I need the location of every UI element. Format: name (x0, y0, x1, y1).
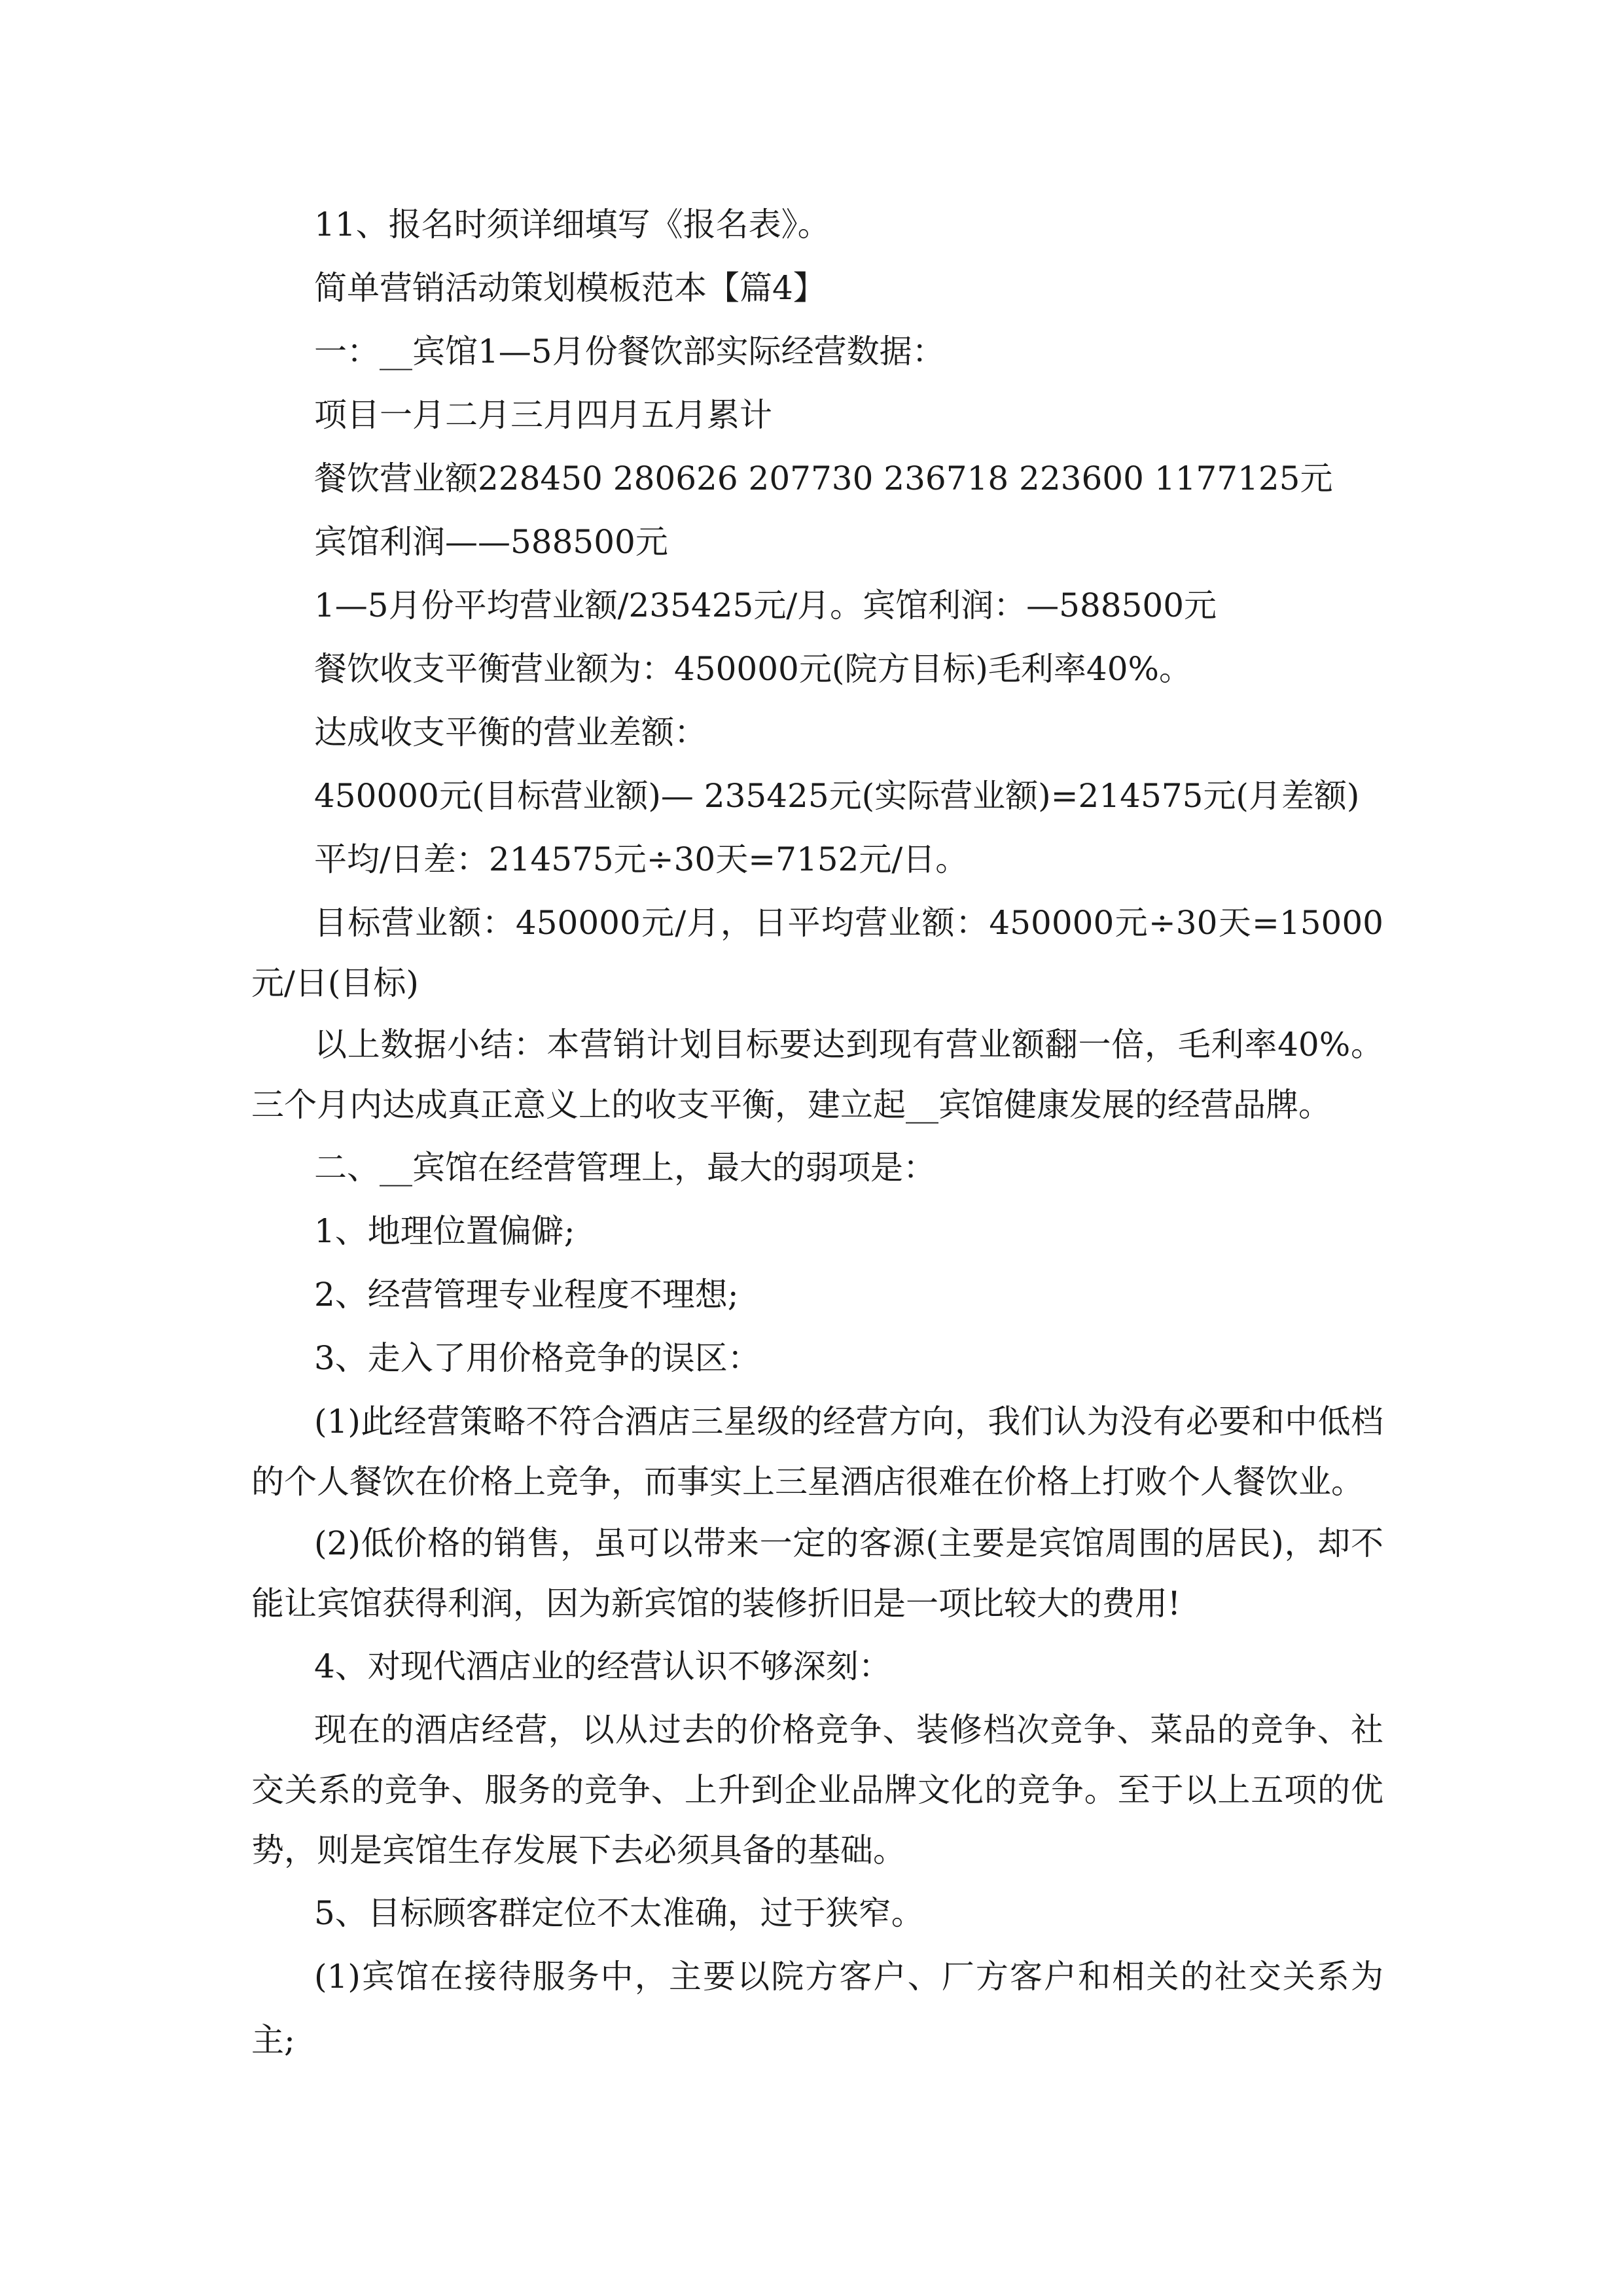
paragraph-registration-note: 11、报名时须详细填写《报名表》。 (314, 206, 830, 243)
list-item-target-customers: 5、目标顾客群定位不太准确，过于狭窄。 (314, 1894, 924, 1932)
paragraph-revenue-row: 餐饮营业额228450 280626 207730 236718 223600 1177125元 (314, 459, 1333, 497)
list-item-location: 1、地理位置偏僻; (314, 1212, 575, 1250)
paragraph-daily-gap: 平均/日差：214575元÷30天=7152元/日。 (314, 840, 969, 878)
document-body (251, 193, 1383, 2072)
paragraph-price-strategy-2: (2)低价格的销售，虽可以带来一定的客源(主要是宾馆周围的居民)，却不能让宾馆获得利润，因为新宾馆的装修折旧是一项比较大的费用! (251, 1524, 1383, 1623)
paragraph-average-revenue: 1—5月份平均营业额/235425元/月。宾馆利润：—588500元 (314, 586, 1217, 624)
paragraph-weakness-heading: 二、__宾馆在经营管理上，最大的弱项是： (314, 1149, 936, 1187)
list-item-industry-awareness: 4、对现代酒店业的经营认识不够深刻： (314, 1647, 891, 1685)
paragraph-modern-operation: 现在的酒店经营，以从过去的价格竞争、装修档次竞争、菜品的竞争、社交关系的竞争、服务的竞争、上升到企业品牌文化的竞争。至于以上五项的优势，则是宾馆生存发展下去必须具备的基础。 (251, 1711, 1383, 1869)
paragraph-price-strategy-1: (1)此经营策略不符合酒店三星级的经营方向，我们认为没有必要和中低档的个人餐饮在价格上竞争，而事实上三星酒店很难在价格上打败个人餐饮业。 (251, 1403, 1383, 1501)
paragraph-breakeven: 餐饮收支平衡营业额为：450000元(院方目标)毛利率40%。 (314, 650, 1192, 688)
paragraph-gap-heading: 达成收支平衡的营业差额： (314, 713, 707, 751)
paragraph-monthly-gap: 450000元(目标营业额)— 235425元(实际营业额)=214575元(月差额) (314, 777, 1360, 815)
paragraph-target-revenue: 目标营业额：450000元/月，日平均营业额：450000元÷30天=15000元/日(目标) (251, 904, 1383, 1002)
section-heading: 简单营销活动策划模板范本【篇4】 (314, 269, 826, 307)
list-item-management: 2、经营管理专业程度不理想; (314, 1276, 739, 1314)
paragraph-profit-row: 宾馆利润——588500元 (314, 523, 668, 561)
paragraph-customer-sources: (1)宾馆在接待服务中，主要以院方客户、厂方客户和相关的社交关系为主; (251, 1958, 1383, 2059)
list-item-price-competition: 3、走入了用价格竞争的误区： (314, 1339, 760, 1377)
paragraph-data-heading: 一：__宾馆1—5月份餐饮部实际经营数据： (314, 332, 945, 370)
paragraph-data-summary: 以上数据小结：本营销计划目标要达到现有营业额翻一倍，毛利率40%。三个月内达成真正意义上的收支平衡，建立起__宾馆健康发展的经营品牌。 (251, 1026, 1383, 1124)
paragraph-month-header: 项目一月二月三月四月五月累计 (314, 396, 772, 434)
